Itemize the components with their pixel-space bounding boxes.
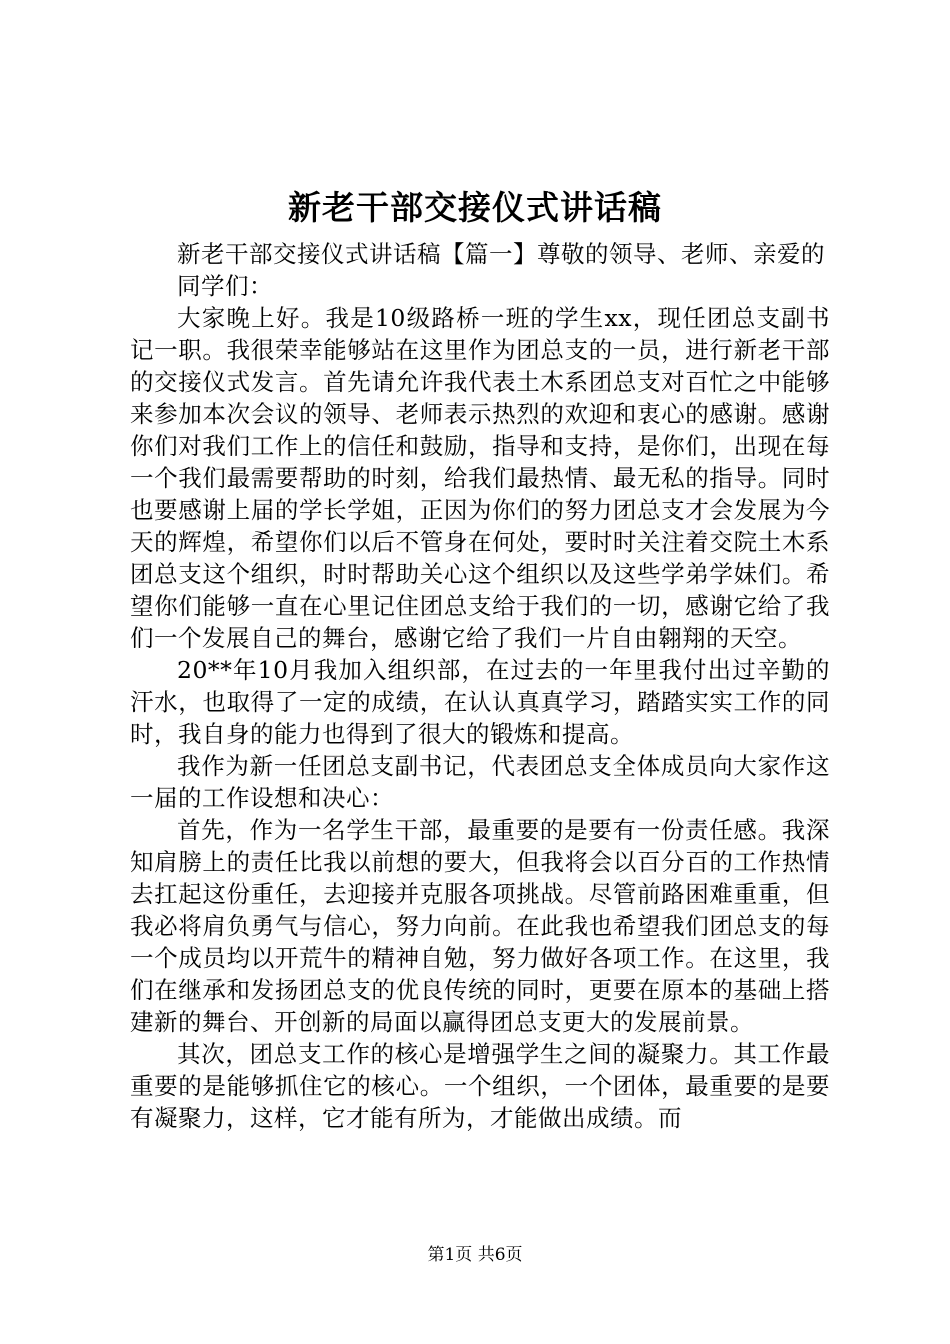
paragraph: 同学们：	[177, 272, 273, 300]
document-title: 新老干部交接仪式讲话稿	[288, 188, 662, 227]
paragraph: 我作为新一任团总支副书记，代表团总支全体成员向大家作这一届的工作设想和决心：	[130, 752, 830, 812]
paragraph: 20**年10月我加入组织部，在过去的一年里我付出过辛勤的汗水，也取得了一定的成绩，在认认真真学习，踏踏实实工作的同时，我自身的能力也得到了很大的锻炼和提高。	[130, 656, 830, 748]
paragraph: 大家晚上好。我是10级路桥一班的学生xx，现任团总支副书记一职。我很荣幸能够站在这里作为团总支的一员，进行新老干部的交接仪式发言。首先请允许我代表土木系团总支对百忙之中能够来参加本次会议的领导、老师表示热烈的欢迎和衷心的感谢。感谢你们对我们工作上的信任和鼓励，指导和支持，是你们，出现在每一个我们最需要帮助的时刻，给我们最热情、最无私的指导。同时也要感谢上届的学长学姐，正因为你们的努力团总支才会发展为今天的辉煌，希望你们以后不管身在何处，要时时关注着交院土木系团总支这个组织，时时帮助关心这个组织以及这些学弟学妹们。希望你们能够一直在心里记住团总支给于我们的一切，感谢它给了我们一个发展自己的舞台，感谢它给了我们一片自由翱翔的天空。	[130, 304, 830, 652]
paragraph: 首先，作为一名学生干部，最重要的是要有一份责任感。我深知肩膀上的责任比我以前想的要大，但我将会以百分百的工作热情去扛起这份重任，去迎接并克服各项挑战。尽管前路困难重重，但我必将肩负勇气与信心，努力向前。在此我也希望我们团总支的每一个成员均以开荒牛的精神自勉，努力做好各项工作。在这里，我们在继承和发扬团总支的优良传统的同时，更要在原本的基础上搭建新的舞台、开创新的局面以赢得团总支更大的发展前景。	[130, 816, 830, 1036]
paragraph: 其次，团总支工作的核心是增强学生之间的凝聚力。其工作最重要的是能够抓住它的核心。一个组织，一个团体，最重要的是要有凝聚力，这样，它才能有所为，才能做出成绩。而	[130, 1040, 830, 1132]
paragraph: 新老干部交接仪式讲话稿【篇一】尊敬的领导、老师、亲爱的	[177, 240, 825, 268]
page-number-footer: 第1页 共6页	[427, 1245, 523, 1265]
document-body	[130, 238, 830, 1134]
